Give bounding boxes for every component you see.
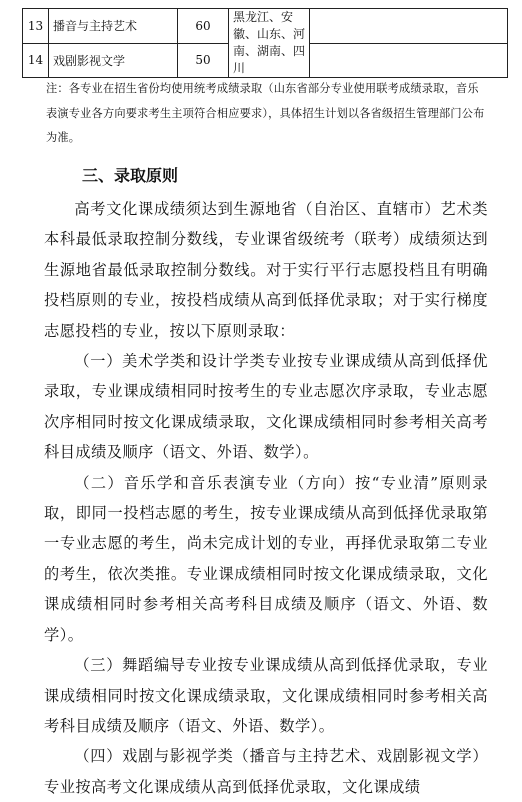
provinces-cell: 黑龙江、安徽、山东、河南、湖南、四川 (229, 9, 310, 78)
section-body (44, 194, 488, 802)
enrollment-table (22, 8, 508, 78)
blank-cell (310, 43, 508, 78)
major-name: 播音与主持艺术 (49, 9, 178, 44)
major-name: 戏剧影视文学 (49, 43, 178, 78)
plan-count: 60 (178, 9, 229, 44)
blank-cell (310, 9, 508, 44)
section-heading: 三、录取原则 (82, 166, 179, 185)
rule-paragraph-2: （二）音乐学和音乐表演专业（方向）按“专业清”原则录取，即同一投档志愿的考生，按专业课成绩从高到低择优录取第一专业志愿的考生，尚未完成计划的专业，再择优录取第二专业的考生，依次类推。专业课成绩相同时按文化课成绩录取，文化课成绩相同时参考相关高考科目成绩及顺序（语文、外语、数学）。 (44, 473, 488, 644)
rule-paragraph-1: （一）美术学类和设计学类专业按专业课成绩从高到低择优录取，专业课成绩相同时按考生的专业志愿次序录取，专业志愿次序相同时按文化课成绩录取，文化课成绩相同时参考相关高考科目成绩及顺序（语文、外语、数学）。 (44, 352, 488, 462)
plan-count: 50 (178, 43, 229, 78)
row-number: 13 (23, 9, 49, 44)
row-number: 14 (23, 43, 49, 78)
rule-paragraph-4: （四）戏剧与影视学类（播音与主持艺术、戏剧影视文学）专业按高考文化课成绩从高到低择优录取，文化课成绩 (44, 747, 488, 796)
table-note: 注：各专业在招生省份均使用统考成绩录取（山东省部分专业使用联考成绩录取，音乐表演专业各方向要求考生主项符合相应要求），具体招生计划以各省级招生管理部门公布为准。 (46, 82, 485, 144)
table-row (23, 9, 508, 44)
rule-paragraph-3: （三）舞蹈编导专业按专业课成绩从高到低择优录取，专业课成绩相同时按文化课成绩录取，文化课成绩相同时参考相关高考科目成绩及顺序（语文、外语、数学）。 (44, 656, 488, 735)
intro-paragraph: 高考文化课成绩须达到生源地省（自治区、直辖市）艺术类本科最低录取控制分数线，专业课省级统考（联考）成绩须达到生源地省最低录取控制分数线。对于实行平行志愿投档且有明确投档原则的专业，按投档成绩从高到低择优录取；对于实行梯度志愿投档的专业，按以下原则录取： (44, 200, 488, 340)
